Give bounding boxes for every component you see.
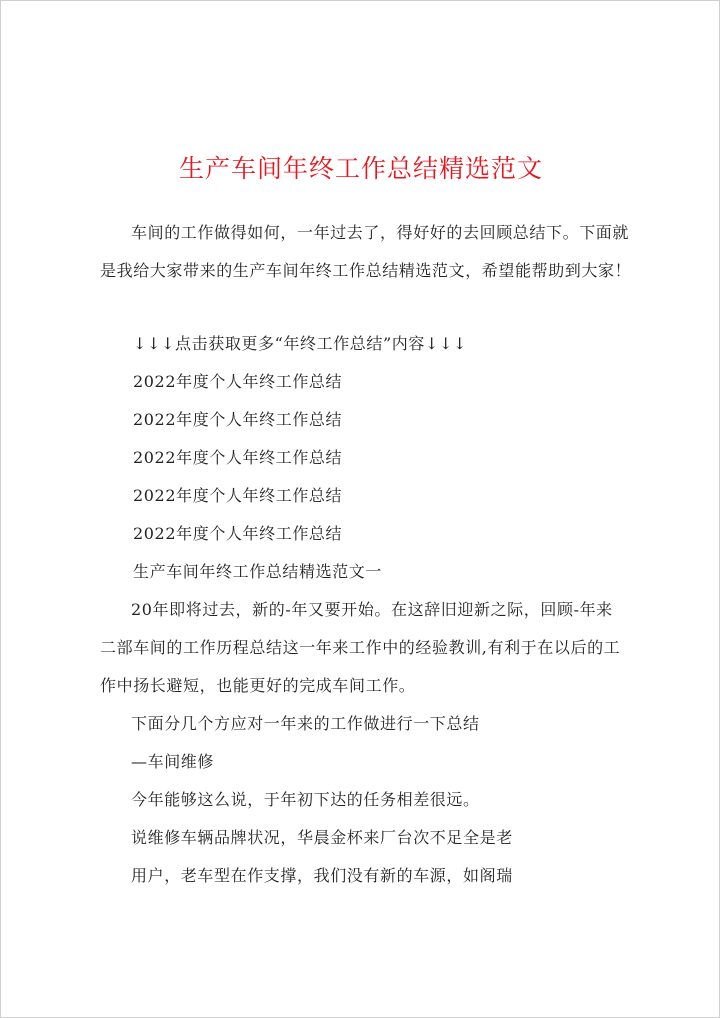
paragraph-line: 今年能够这么说，于年初下达的任务相差很远。 bbox=[131, 790, 480, 809]
related-link[interactable]: 2022年度个人年终工作总结 bbox=[133, 410, 343, 429]
more-content-link[interactable]: ↓↓↓点击获取更多“年终工作总结”内容↓↓↓ bbox=[133, 334, 467, 353]
paragraph-line: 二部车间的工作历程总结这一年来工作中的经验教训,有利于在以后的工 bbox=[100, 638, 621, 657]
intro-line-1: 车间的工作做得如何，一年过去了，得好好的去回顾总结下。下面就 bbox=[131, 223, 630, 242]
related-link[interactable]: 2022年度个人年终工作总结 bbox=[133, 486, 343, 505]
paragraph-line: 下面分几个方应对一年来的工作做进行一下总结 bbox=[131, 714, 480, 733]
subheading: —车间维修 bbox=[131, 752, 215, 771]
section-heading: 生产车间年终工作总结精选范文一 bbox=[133, 562, 383, 581]
related-link[interactable]: 2022年度个人年终工作总结 bbox=[133, 372, 343, 391]
paragraph-line: 作中扬长避短，也能更好的完成车间工作。 bbox=[100, 676, 416, 695]
paragraph-line: 20年即将过去，新的-年又要开始。在这辞旧迎新之际，回顾-年来 bbox=[131, 600, 613, 619]
related-link[interactable]: 2022年度个人年终工作总结 bbox=[133, 524, 343, 543]
document-title: 生产车间年终工作总结精选范文 bbox=[178, 154, 543, 183]
related-link[interactable]: 2022年度个人年终工作总结 bbox=[133, 448, 343, 467]
paragraph-line: 用户，老车型在作支撑，我们没有新的车源，如阁瑞 bbox=[131, 866, 513, 885]
intro-line-2: 是我给大家带来的生产车间年终工作总结精选范文，希望能帮助到大家！ bbox=[100, 261, 632, 280]
paragraph-line: 说维修车辆品牌状况，华晨金杯来厂台次不足全是老 bbox=[131, 828, 513, 847]
